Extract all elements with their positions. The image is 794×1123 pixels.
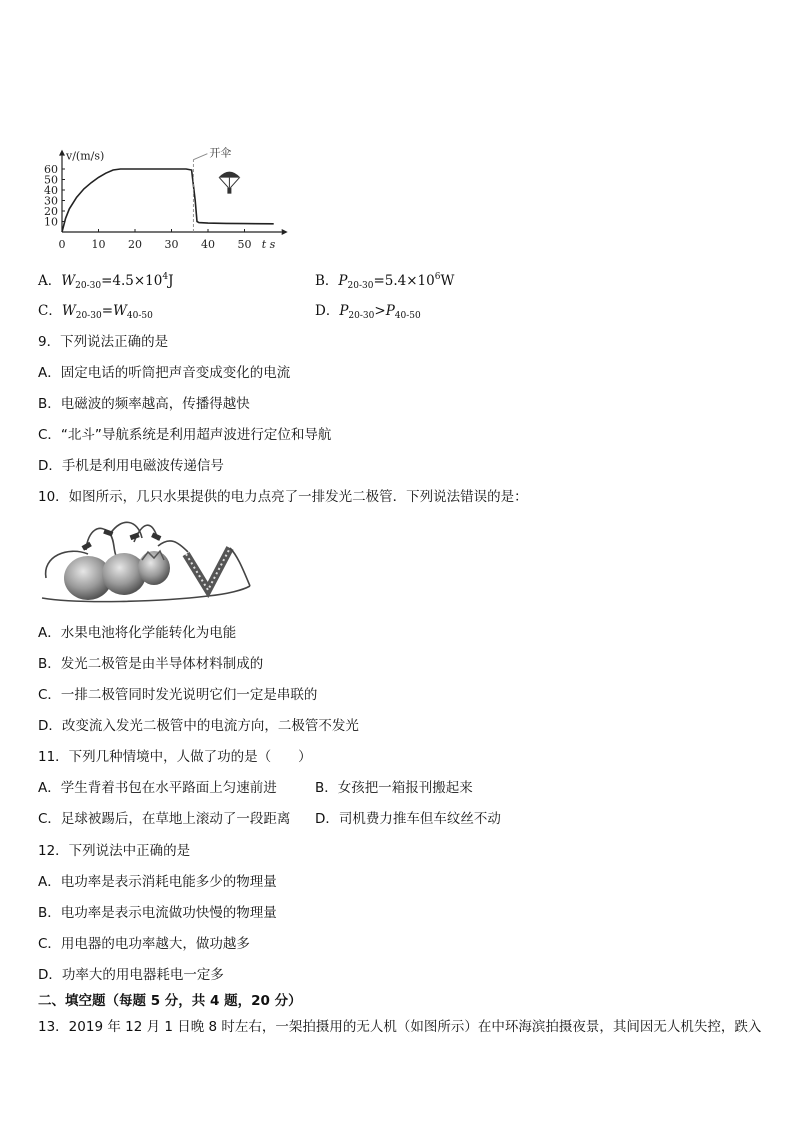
q11-option-b: B．女孩把一箱报刊搬起来 <box>315 780 473 796</box>
x-tick-label: 0 <box>58 238 66 251</box>
q12-option-c: C．用电器的电功率越大，做功越多 <box>38 936 250 952</box>
y-tick-label: 50 <box>44 173 58 187</box>
operator: > <box>374 303 386 319</box>
value: =5.4×10 <box>373 273 435 289</box>
var: P <box>385 303 395 319</box>
x-tick-label: 10 <box>91 238 106 251</box>
y-axis-arrow <box>59 150 65 156</box>
option-label: C． <box>38 303 62 319</box>
sub: 20-30 <box>347 281 374 291</box>
q12-option-d: D．功率大的用电器耗电一定多 <box>38 967 224 983</box>
sub: 40-50 <box>394 311 421 321</box>
option-label: B． <box>315 273 339 289</box>
x-tick-label: 20 <box>128 238 142 251</box>
q10-option-c: C．一排二极管同时发光说明它们一定是串联的 <box>38 687 318 703</box>
q11-stem: 11．下列几种情境中，人做了功的是（ ） <box>38 749 312 765</box>
var: P <box>339 303 349 319</box>
var: W <box>61 303 76 319</box>
q9-option-b: B．电磁波的频率越高，传播得越快 <box>38 396 250 412</box>
operator: = <box>101 303 113 319</box>
q8-option-c <box>38 302 153 325</box>
q9-option-d: D．手机是利用电磁波传递信号 <box>38 458 224 474</box>
unit: J <box>168 273 174 289</box>
parachute-jumper <box>227 188 231 194</box>
q9-option-c: C．“北斗”导航系统是利用超声波进行定位和导航 <box>38 427 332 443</box>
q11-option-c: C．足球被踢后，在草地上滚动了一段距离 <box>38 811 291 827</box>
y-tick-label: 30 <box>44 194 58 208</box>
q8-option-b <box>315 268 454 295</box>
x-axis-label: t s <box>261 238 276 251</box>
option-label: D． <box>315 303 340 319</box>
exp: 4 <box>162 272 169 282</box>
q12-option-b: B．电功率是表示电流做功快慢的物理量 <box>38 905 277 921</box>
value: =4.5×10 <box>101 273 163 289</box>
series-line-v <box>62 169 274 232</box>
q11-option-d: D．司机费力推车但车纹丝不动 <box>315 811 501 827</box>
q10-option-a: A．水果电池将化学能转化为电能 <box>38 625 237 641</box>
fruit-battery-illustration <box>38 516 253 608</box>
q10-option-d: D．改变流入发光二极管中的电流方向，二极管不发光 <box>38 718 359 734</box>
q12-option-a: A．电功率是表示消耗电能多少的物理量 <box>38 874 277 890</box>
sub: 20-30 <box>75 281 102 291</box>
parachute-lines <box>219 178 239 188</box>
annotation-label: 开伞 <box>209 146 232 160</box>
section-heading: 二、填空题（每题 5 分，共 4 题，20 分） <box>38 993 302 1009</box>
q11-option-a: A．学生背着书包在水平路面上匀速前进 <box>38 780 277 796</box>
var: P <box>338 273 348 289</box>
q10-stem: 10．如图所示，几只水果提供的电力点亮了一排发光二极管．下列说法错误的是： <box>38 489 528 505</box>
y-tick-label: 60 <box>44 163 58 176</box>
q8-option-a <box>38 268 174 295</box>
q9-stem: 9．下列说法正确的是 <box>38 334 169 350</box>
chart-axes <box>59 150 288 251</box>
chart-series <box>62 169 274 232</box>
x-tick-label: 30 <box>164 238 179 251</box>
unit: W <box>440 273 455 289</box>
parachute-icon <box>218 172 240 178</box>
sub: 20-30 <box>75 311 102 321</box>
var: W <box>61 273 76 289</box>
q13-text: 13．2019 年 12 月 1 日晚 8 时左右，一架拍摄用的无人机（如图所示）在中环海滨拍摄夜景，其间因无人机失控，跌入 <box>38 1019 762 1035</box>
y-tick-label: 20 <box>44 205 58 218</box>
sub: 40-50 <box>126 311 153 321</box>
annotation-leader <box>193 154 207 160</box>
var: W <box>113 303 127 319</box>
q12-stem: 12．下列说法中正确的是 <box>38 843 191 859</box>
sub: 20-30 <box>348 311 375 321</box>
q8-option-d <box>315 302 421 325</box>
x-axis-arrow <box>282 229 288 235</box>
x-tick-label: 50 <box>237 238 252 251</box>
chart-annotation <box>193 147 240 232</box>
y-tick-label: 10 <box>44 215 58 229</box>
q10-option-b: B．发光二极管是由半导体材料制成的 <box>38 656 264 672</box>
q9-option-a: A．固定电话的听筒把声音变成变化的电流 <box>38 365 291 381</box>
x-tick-label: 40 <box>201 238 215 251</box>
y-tick-label: 40 <box>44 184 58 197</box>
y-axis-label: v/(m/s) <box>66 149 105 163</box>
option-label: A． <box>38 273 62 289</box>
exp: 6 <box>434 272 441 282</box>
velocity-time-chart <box>36 84 296 256</box>
